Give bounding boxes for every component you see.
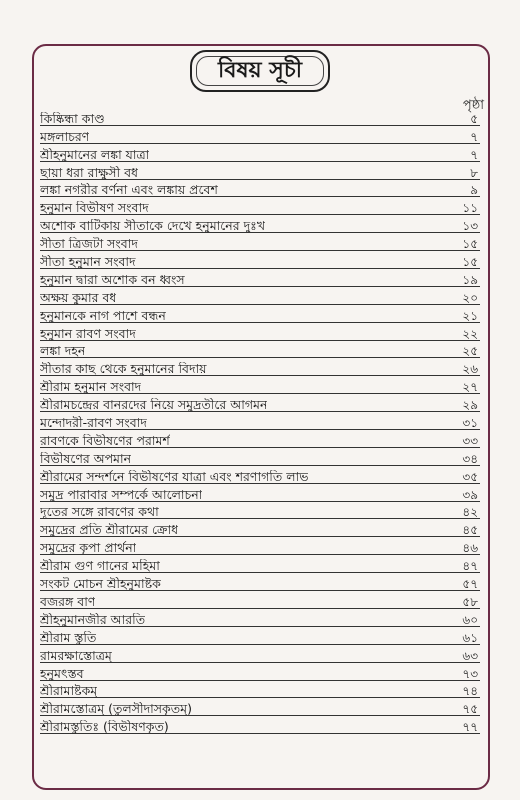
toc-row	[40, 573, 480, 591]
toc-row	[40, 698, 480, 716]
toc-entry-title: শ্রীহনুমানের লঙ্কা যাত্রা	[40, 147, 150, 162]
toc-entry-title: শ্রীহনুমানজীর আরতি	[40, 612, 146, 627]
toc-entry-title: রামরক্ষাস্তোত্রম্	[40, 648, 112, 663]
toc-row	[40, 341, 480, 359]
toc-entry-page: ৩৫	[462, 469, 478, 484]
toc-entry-page: ২১	[462, 308, 478, 323]
toc-row	[40, 376, 480, 394]
toc-entry-title: অশোক বাটিকায় সীতাকে দেখে হনুমানের দুঃখ	[40, 219, 266, 234]
toc-entry-title: সমুদ্রের কৃপা প্রার্থনা	[40, 541, 137, 556]
toc-entry-page: ৩৩	[462, 433, 478, 448]
toc-entry-page: ৪৭	[462, 559, 478, 574]
toc-row	[40, 162, 480, 180]
toc-entry-title: সীতার কাছ থেকে হনুমানের বিদায়	[40, 362, 207, 377]
toc-entry-page: ১৫	[462, 237, 478, 252]
toc-entry-title: শ্রীরামের সন্দর্শনে বিভীষণের যাত্রা এবং শরণাগতি লাভ	[40, 469, 309, 484]
toc-row	[40, 144, 480, 162]
toc-entry-page: ৪২	[462, 505, 478, 520]
toc-entry-page: ৫	[470, 111, 478, 126]
toc-entry-page: ২০	[462, 290, 478, 305]
toc-entry-page: ৭	[470, 147, 478, 162]
toc-row	[40, 448, 480, 466]
toc-entry-page: ১১	[462, 201, 478, 216]
toc-entry-page: ৭৭	[462, 720, 478, 735]
toc-row	[40, 591, 480, 609]
toc-entry-page: ৩৪	[462, 451, 478, 466]
toc-row	[40, 609, 480, 627]
toc-entry-title: কিষ্কিন্ধা কাণ্ড	[40, 111, 105, 126]
toc-entry-page: ৪৬	[462, 541, 478, 556]
toc-entry-page: ১৩	[462, 219, 478, 234]
toc-entry-page: ১৯	[462, 272, 478, 287]
toc-entry-title: শ্রীরাম স্তুতি	[40, 630, 97, 645]
toc-entry-title: সংকট মোচন শ্রীহনুমাষ্টক	[40, 577, 161, 592]
toc-entry-title: শ্রীরাম হনুমান সংবাদ	[40, 380, 142, 395]
toc-entry-page: ২৬	[462, 362, 478, 377]
toc-row	[40, 394, 480, 412]
toc-entry-title: সমুদ্র পারাবার সম্পর্কে আলোচনা	[40, 487, 203, 502]
toc-entry-title: দূতের সঙ্গে রাবণের কথা	[40, 505, 159, 520]
title-box	[190, 50, 330, 92]
toc-row	[40, 412, 480, 430]
toc-row	[40, 627, 480, 645]
toc-entry-title: শ্রীরামচন্দ্রের বানরদের নিয়ে সমুদ্রতীরে আগমন	[40, 398, 268, 413]
toc-row	[40, 537, 480, 555]
toc-entry-page: ৭৪	[462, 684, 478, 699]
toc-entry-page: ২৯	[462, 398, 478, 413]
toc-entry-title: সমুদ্রের প্রতি শ্রীরামের ক্রোধ	[40, 523, 179, 538]
toc-row	[40, 126, 480, 144]
toc-entry-title: লঙ্কা নগরীর বর্ণনা এবং লঙ্কায় প্রবেশ	[40, 183, 218, 198]
toc-entry-title: সীতা হনুমান সংবাদ	[40, 255, 136, 270]
toc-row	[40, 358, 480, 376]
toc-row	[40, 502, 480, 520]
toc-entry-page: ৬৩	[462, 648, 478, 663]
toc-entry-page: ৪৫	[462, 523, 478, 538]
toc-row	[40, 180, 480, 198]
toc-row	[40, 108, 480, 126]
toc-row	[40, 323, 480, 341]
table-of-contents	[40, 108, 480, 734]
toc-row	[40, 555, 480, 573]
toc-entry-page: ৬০	[462, 612, 478, 627]
toc-row	[40, 251, 480, 269]
toc-entry-title: হনুমান দ্বারা অশোক বন ধ্বংস	[40, 272, 185, 287]
toc-entry-title: মঙ্গলাচরণ	[40, 129, 90, 144]
toc-entry-title: লঙ্কা দহন	[40, 344, 86, 359]
toc-entry-title: হনুমান বিভীষণ সংবাদ	[40, 201, 149, 216]
toc-entry-title: শ্রীরামস্তুতিঃ (বিভীষণকৃত)	[40, 720, 169, 735]
toc-row	[40, 430, 480, 448]
toc-entry-title: রাবণকে বিভীষণের পরামর্শ	[40, 433, 170, 448]
toc-entry-page: ২৭	[462, 380, 478, 395]
toc-row	[40, 233, 480, 251]
toc-entry-page: ৫৭	[462, 577, 478, 592]
toc-row	[40, 484, 480, 502]
page-column-header: পৃষ্ঠা	[462, 98, 484, 113]
page-title: বিষয় সূচী	[218, 57, 302, 83]
toc-entry-title: শ্রীরামস্তোত্রম্ (তুলসীদাসকৃতম্)	[40, 702, 192, 717]
toc-entry-page: ১৫	[462, 255, 478, 270]
toc-entry-page: ২৫	[462, 344, 478, 359]
toc-entry-page: ৬১	[462, 630, 478, 645]
toc-entry-page: ৮	[470, 165, 478, 180]
toc-row	[40, 305, 480, 323]
toc-entry-title: বিভীষণের অপমান	[40, 451, 132, 466]
toc-row	[40, 197, 480, 215]
toc-row	[40, 519, 480, 537]
toc-entry-title: মন্দোদরী-রাবণ সংবাদ	[40, 416, 147, 431]
toc-entry-title: হনুমানকে নাগ পাশে বন্ধন	[40, 308, 166, 323]
toc-entry-page: ৭৫	[462, 702, 478, 717]
toc-row	[40, 681, 480, 699]
toc-row	[40, 663, 480, 681]
toc-row	[40, 645, 480, 663]
toc-entry-title: হনুমৎস্তব	[40, 666, 84, 681]
toc-entry-page: ৩১	[462, 416, 478, 431]
toc-entry-title: অক্ষয় কুমার বধ	[40, 290, 117, 305]
toc-entry-title: হনুমান রাবণ সংবাদ	[40, 326, 136, 341]
toc-row	[40, 716, 480, 734]
toc-entry-title: শ্রীরামাষ্টকম্	[40, 684, 98, 699]
toc-entry-page: ৯	[470, 183, 478, 198]
toc-row	[40, 215, 480, 233]
toc-entry-page: ৩৯	[462, 487, 478, 502]
toc-entry-title: ছায়া ধরা রাক্ষুসী বধ	[40, 165, 139, 180]
toc-row	[40, 269, 480, 287]
toc-entry-page: ৭	[470, 129, 478, 144]
toc-entry-page: ৭৩	[462, 666, 478, 681]
toc-row	[40, 287, 480, 305]
toc-entry-page: ২২	[462, 326, 478, 341]
toc-entry-title: শ্রীরাম গুণ গানের মহিমা	[40, 559, 160, 574]
toc-entry-title: বজরঙ্গ বাণ	[40, 594, 96, 609]
toc-row	[40, 466, 480, 484]
toc-entry-title: সীতা ত্রিজটা সংবাদ	[40, 237, 138, 252]
toc-entry-page: ৫৮	[462, 594, 478, 609]
